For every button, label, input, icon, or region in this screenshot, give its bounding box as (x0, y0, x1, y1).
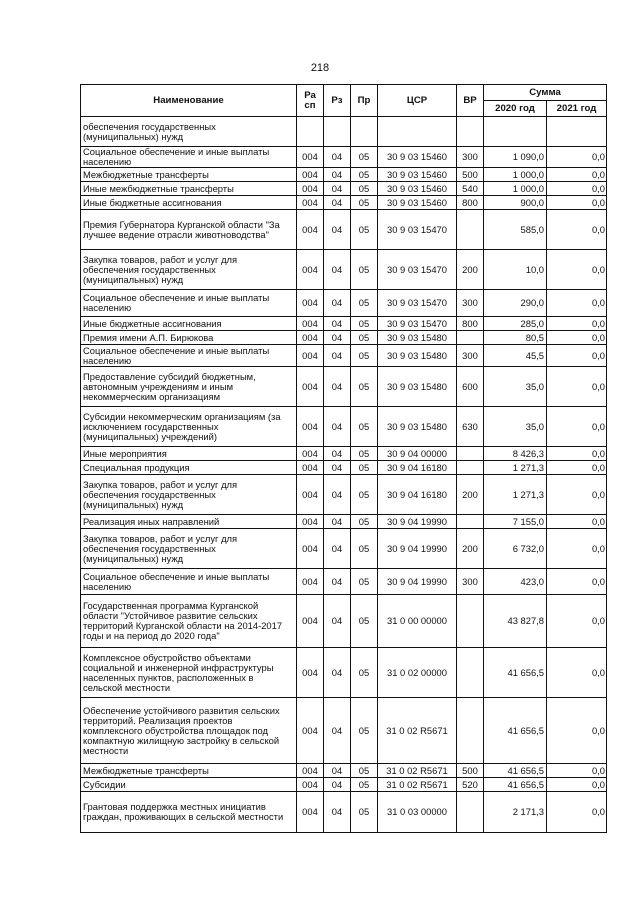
cell-y2021: 0,0 (547, 698, 607, 764)
cell-y2021: 0,0 (547, 168, 607, 182)
cell-vr: 300 (457, 345, 484, 367)
cell-pr: 05 (351, 250, 378, 290)
cell-y2021: 0,0 (547, 764, 607, 778)
cell-y2020: 423,0 (484, 569, 547, 595)
table-row (81, 117, 607, 147)
cell-csr: 31 0 02 00000 (378, 648, 457, 698)
cell-rz: 04 (324, 367, 351, 407)
cell-rasp: 004 (297, 407, 324, 447)
cell-rasp: 004 (297, 792, 324, 833)
cell-name: Социальное обеспечение и иные выплаты населению (81, 569, 297, 595)
table-row (81, 345, 607, 367)
cell-pr: 05 (351, 515, 378, 529)
cell-rasp: 004 (297, 182, 324, 196)
cell-rz: 04 (324, 792, 351, 833)
cell-rasp: 004 (297, 461, 324, 475)
cell-pr: 05 (351, 792, 378, 833)
cell-vr: 200 (457, 475, 484, 515)
cell-y2021: 0,0 (547, 407, 607, 447)
cell-vr: 500 (457, 168, 484, 182)
cell-y2020: 10,0 (484, 250, 547, 290)
cell-name: Премия Губернатора Курганской области "За лучшее ведение отрасли животноводства" (81, 210, 297, 250)
cell-csr: 30 9 04 16180 (378, 461, 457, 475)
table-row (81, 147, 607, 168)
cell-y2020: 8 426,3 (484, 447, 547, 461)
cell-pr: 05 (351, 648, 378, 698)
cell-csr: 30 9 03 15460 (378, 196, 457, 210)
table-row (81, 461, 607, 475)
cell-rz: 04 (324, 196, 351, 210)
cell-y2021: 0,0 (547, 461, 607, 475)
header-rz: Рз (324, 85, 351, 117)
cell-y2021: 0,0 (547, 792, 607, 833)
cell-csr: 30 9 03 15480 (378, 367, 457, 407)
cell-rasp: 004 (297, 529, 324, 569)
cell-name: Премия имени А.П. Бирюкова (81, 331, 297, 345)
cell-vr (457, 210, 484, 250)
cell-rz: 04 (324, 210, 351, 250)
cell-rasp: 004 (297, 210, 324, 250)
table-row (81, 648, 607, 698)
cell-y2020: 585,0 (484, 210, 547, 250)
table-row (81, 515, 607, 529)
cell-y2021: 0,0 (547, 529, 607, 569)
cell-y2021: 0,0 (547, 317, 607, 331)
header-rasp: Ра сп (297, 85, 324, 117)
cell-vr (457, 447, 484, 461)
cell-rasp: 004 (297, 290, 324, 317)
cell-vr: 630 (457, 407, 484, 447)
cell-rasp: 004 (297, 648, 324, 698)
cell-rasp: 004 (297, 698, 324, 764)
cell-y2020: 41 656,5 (484, 778, 547, 792)
cell-vr: 600 (457, 367, 484, 407)
table-row (81, 778, 607, 792)
cell-csr: 31 0 02 R5671 (378, 778, 457, 792)
cell-name: Специальная продукция (81, 461, 297, 475)
cell-pr: 05 (351, 317, 378, 331)
cell-rz: 04 (324, 447, 351, 461)
header-pr: Пр (351, 85, 378, 117)
cell-name: Социальное обеспечение и иные выплаты населению (81, 345, 297, 367)
header-2020: 2020 год (484, 101, 547, 117)
table-row (81, 569, 607, 595)
table-row (81, 317, 607, 331)
cell-name: Комплексное обустройство объектами социальной и инженерной инфраструктуры населенных пунктов, расположенных в сельской местности (81, 648, 297, 698)
cell-vr: 800 (457, 196, 484, 210)
cell-name: Социальное обеспечение и иные выплаты населению (81, 147, 297, 168)
header-2021: 2021 год (547, 101, 607, 117)
table-row (81, 367, 607, 407)
header-vr: ВР (457, 85, 484, 117)
cell-y2020: 35,0 (484, 367, 547, 407)
cell-y2020: 45,5 (484, 345, 547, 367)
table-row (81, 182, 607, 196)
cell-y2021: 0,0 (547, 196, 607, 210)
cell-y2020: 43 827,8 (484, 595, 547, 648)
cell-csr: 30 9 04 00000 (378, 447, 457, 461)
table-row (81, 447, 607, 461)
table-row (81, 595, 607, 648)
cell-rasp: 004 (297, 196, 324, 210)
cell-vr (457, 648, 484, 698)
cell-y2021: 0,0 (547, 447, 607, 461)
cell-rasp (297, 117, 324, 147)
cell-rasp: 004 (297, 317, 324, 331)
cell-rz: 04 (324, 407, 351, 447)
cell-y2020: 1 000,0 (484, 182, 547, 196)
cell-y2020: 41 656,5 (484, 648, 547, 698)
cell-pr: 05 (351, 210, 378, 250)
cell-name: Государственная программа Курганской области "Устойчивое развитие сельских территорий Курганской области на 2014-2017 годы и на период до 2020 года" (81, 595, 297, 648)
cell-pr: 05 (351, 168, 378, 182)
cell-name: Грантовая поддержка местных инициатив граждан, проживающих в сельской местности (81, 792, 297, 833)
cell-y2020: 41 656,5 (484, 764, 547, 778)
cell-y2020: 285,0 (484, 317, 547, 331)
cell-pr: 05 (351, 475, 378, 515)
cell-rasp: 004 (297, 778, 324, 792)
cell-csr: 30 9 03 15480 (378, 345, 457, 367)
budget-table (80, 84, 607, 833)
table-row (81, 210, 607, 250)
cell-y2021 (547, 117, 607, 147)
cell-vr (457, 792, 484, 833)
cell-y2021: 0,0 (547, 367, 607, 407)
cell-vr: 800 (457, 317, 484, 331)
cell-vr (457, 117, 484, 147)
cell-rz: 04 (324, 331, 351, 345)
table-row (81, 764, 607, 778)
cell-vr: 540 (457, 182, 484, 196)
cell-csr: 31 0 02 R5671 (378, 764, 457, 778)
cell-vr (457, 515, 484, 529)
cell-rz: 04 (324, 569, 351, 595)
page-number: 218 (310, 62, 330, 74)
cell-rasp: 004 (297, 515, 324, 529)
cell-y2021: 0,0 (547, 345, 607, 367)
cell-rz (324, 117, 351, 147)
cell-csr: 30 9 03 15460 (378, 182, 457, 196)
cell-csr: 30 9 04 19990 (378, 515, 457, 529)
cell-csr: 31 0 00 00000 (378, 595, 457, 648)
table-row (81, 290, 607, 317)
cell-pr: 05 (351, 595, 378, 648)
cell-csr: 30 9 04 19990 (378, 529, 457, 569)
cell-name: Межбюджетные трансферты (81, 168, 297, 182)
cell-name: Субсидии некоммерческим организациям (за исключением государственных (муниципальных) учреждений) (81, 407, 297, 447)
cell-csr: 31 0 03 00000 (378, 792, 457, 833)
cell-rasp: 004 (297, 367, 324, 407)
cell-y2020: 1 271,3 (484, 461, 547, 475)
cell-csr: 30 9 04 16180 (378, 475, 457, 515)
cell-vr: 520 (457, 778, 484, 792)
cell-y2021: 0,0 (547, 210, 607, 250)
cell-y2021: 0,0 (547, 250, 607, 290)
cell-pr: 05 (351, 461, 378, 475)
cell-y2020 (484, 117, 547, 147)
cell-rasp: 004 (297, 250, 324, 290)
cell-name: Предоставление субсидий бюджетным, автономным учреждениям и иным некоммерческим организациям (81, 367, 297, 407)
cell-y2020: 2 171,3 (484, 792, 547, 833)
cell-pr: 05 (351, 447, 378, 461)
cell-rasp: 004 (297, 147, 324, 168)
cell-vr (457, 595, 484, 648)
cell-pr: 05 (351, 331, 378, 345)
cell-rz: 04 (324, 345, 351, 367)
table-row (81, 475, 607, 515)
cell-y2021: 0,0 (547, 290, 607, 317)
cell-name: Закупка товаров, работ и услуг для обеспечения государственных (муниципальных) нужд (81, 475, 297, 515)
cell-pr: 05 (351, 367, 378, 407)
cell-y2021: 0,0 (547, 648, 607, 698)
cell-rz: 04 (324, 147, 351, 168)
cell-vr: 300 (457, 569, 484, 595)
cell-y2020: 7 155,0 (484, 515, 547, 529)
table-row (81, 529, 607, 569)
cell-vr: 200 (457, 250, 484, 290)
cell-name: Закупка товаров, работ и услуг для обеспечения государственных (муниципальных) нужд (81, 529, 297, 569)
cell-vr (457, 461, 484, 475)
cell-csr: 30 9 03 15470 (378, 290, 457, 317)
cell-pr: 05 (351, 698, 378, 764)
cell-pr: 05 (351, 290, 378, 317)
cell-csr: 30 9 03 15480 (378, 407, 457, 447)
cell-y2021: 0,0 (547, 147, 607, 168)
cell-rasp: 004 (297, 168, 324, 182)
cell-pr: 05 (351, 147, 378, 168)
cell-rz: 04 (324, 764, 351, 778)
cell-name: Иные мероприятия (81, 447, 297, 461)
cell-pr: 05 (351, 529, 378, 569)
cell-rasp: 004 (297, 345, 324, 367)
cell-rasp: 004 (297, 569, 324, 595)
cell-pr: 05 (351, 182, 378, 196)
cell-pr: 05 (351, 778, 378, 792)
cell-name: Субсидии (81, 778, 297, 792)
cell-rz: 04 (324, 595, 351, 648)
cell-vr: 200 (457, 529, 484, 569)
cell-csr: 30 9 03 15470 (378, 317, 457, 331)
cell-csr (378, 117, 457, 147)
cell-name: Социальное обеспечение и иные выплаты населению (81, 290, 297, 317)
cell-rasp: 004 (297, 595, 324, 648)
cell-y2020: 1 271,3 (484, 475, 547, 515)
cell-csr: 30 9 03 15480 (378, 331, 457, 345)
cell-vr (457, 698, 484, 764)
cell-pr (351, 117, 378, 147)
table-row (81, 698, 607, 764)
cell-y2021: 0,0 (547, 778, 607, 792)
table-row (81, 407, 607, 447)
cell-pr: 05 (351, 764, 378, 778)
cell-rz: 04 (324, 698, 351, 764)
cell-rz: 04 (324, 529, 351, 569)
cell-rasp: 004 (297, 447, 324, 461)
cell-y2020: 900,0 (484, 196, 547, 210)
cell-y2021: 0,0 (547, 331, 607, 345)
cell-y2020: 1 090,0 (484, 147, 547, 168)
cell-csr: 30 9 03 15460 (378, 168, 457, 182)
cell-rz: 04 (324, 515, 351, 529)
cell-y2021: 0,0 (547, 475, 607, 515)
cell-csr: 31 0 02 R5671 (378, 698, 457, 764)
cell-y2021: 0,0 (547, 595, 607, 648)
cell-rasp: 004 (297, 475, 324, 515)
cell-vr (457, 331, 484, 345)
cell-pr: 05 (351, 569, 378, 595)
cell-rasp: 004 (297, 764, 324, 778)
cell-vr: 500 (457, 764, 484, 778)
header-sum: Сумма (484, 85, 607, 101)
cell-rz: 04 (324, 461, 351, 475)
cell-rz: 04 (324, 648, 351, 698)
cell-name: Иные межбюджетные трансферты (81, 182, 297, 196)
cell-y2020: 1 000,0 (484, 168, 547, 182)
cell-pr: 05 (351, 196, 378, 210)
cell-csr: 30 9 03 15470 (378, 250, 457, 290)
table-row (81, 331, 607, 345)
cell-pr: 05 (351, 407, 378, 447)
cell-name: Иные бюджетные ассигнования (81, 317, 297, 331)
cell-y2020: 35,0 (484, 407, 547, 447)
cell-y2021: 0,0 (547, 515, 607, 529)
cell-vr: 300 (457, 290, 484, 317)
table-row (81, 792, 607, 833)
cell-pr: 05 (351, 345, 378, 367)
cell-rz: 04 (324, 168, 351, 182)
cell-name: Реализация иных направлений (81, 515, 297, 529)
cell-y2020: 80,5 (484, 331, 547, 345)
header-csr: ЦСР (378, 85, 457, 117)
header-name: Наименование (81, 85, 297, 117)
cell-y2020: 41 656,5 (484, 698, 547, 764)
cell-y2021: 0,0 (547, 569, 607, 595)
cell-name: Иные бюджетные ассигнования (81, 196, 297, 210)
cell-name: обеспечения государственных (муниципальных) нужд (81, 117, 297, 147)
cell-vr: 300 (457, 147, 484, 168)
cell-rz: 04 (324, 250, 351, 290)
table-row (81, 250, 607, 290)
cell-rz: 04 (324, 317, 351, 331)
cell-csr: 30 9 03 15460 (378, 147, 457, 168)
cell-y2020: 290,0 (484, 290, 547, 317)
cell-rz: 04 (324, 475, 351, 515)
table-body (81, 117, 607, 833)
cell-name: Межбюджетные трансферты (81, 764, 297, 778)
table-row (81, 168, 607, 182)
cell-csr: 30 9 03 15470 (378, 210, 457, 250)
cell-rz: 04 (324, 290, 351, 317)
cell-name: Обеспечение устойчивого развития сельских территорий. Реализация проектов комплексного обустройства площадок под компактную жилищную застройку в сельской местности (81, 698, 297, 764)
cell-name: Закупка товаров, работ и услуг для обеспечения государственных (муниципальных) нужд (81, 250, 297, 290)
table-row (81, 196, 607, 210)
cell-y2021: 0,0 (547, 182, 607, 196)
cell-csr: 30 9 04 19990 (378, 569, 457, 595)
cell-rz: 04 (324, 778, 351, 792)
cell-rz: 04 (324, 182, 351, 196)
cell-y2020: 6 732,0 (484, 529, 547, 569)
cell-rasp: 004 (297, 331, 324, 345)
